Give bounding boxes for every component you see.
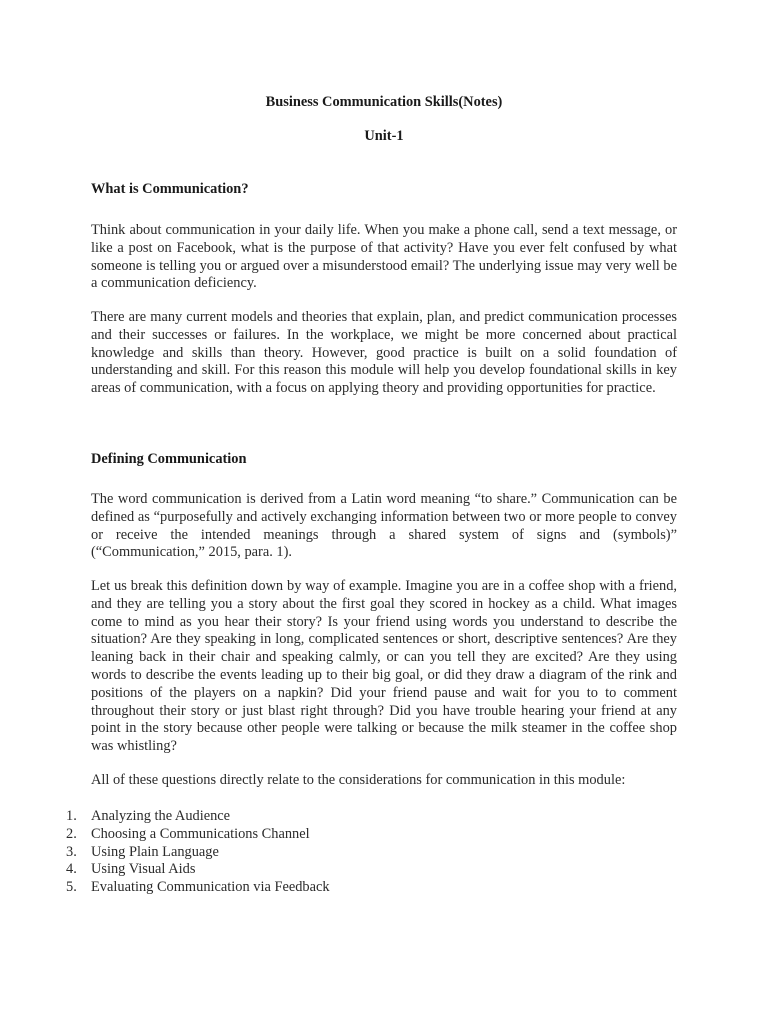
document-title: Business Communication Skills(Notes)	[265, 94, 503, 110]
paragraph-1: Think about communication in your daily life. When you make a phone call, send a text message, or like a post on Facebook, what is the purpose of that activity? Have you ever felt confused by what someone is telling you or argued over a misunderstood email? The underlying issue may very well be a communication deficiency.	[91, 222, 677, 292]
section-heading-what-is-communication: What is Communication?	[91, 181, 249, 197]
list-item-text: Evaluating Communication via Feedback	[91, 879, 330, 896]
paragraph-4: Let us break this definition down by way of example. Imagine you are in a coffee shop with a friend, and they are telling you a story about the first goal they scored in hockey as a child. What images come to mind as you hear their story? Is your friend using words you understand to describe the situation? Are they speaking in long, complicated sentences or short, descriptive sentences? Are they leaning back in their chair and speaking calmly, or can you tell they are excited? Are they using words to describe the events leading up to their big goal, or did they draw a diagram of the rink and positions of the players on a napkin? Did your friend pause and wait for you to to comment throughout their story or just blast right through? Did you have trouble hearing your friend at any point in the story because other people were talking or because the milk steamer in the coffee shop was whistling?	[91, 578, 677, 755]
list-number: 4.	[66, 861, 77, 878]
list-item-text: Choosing a Communications Channel	[91, 825, 310, 842]
list-item-text: Using Visual Aids	[91, 861, 196, 878]
paragraph-5: All of these questions directly relate to the considerations for communication in this module:	[91, 772, 626, 788]
list-number: 5.	[66, 879, 77, 896]
list-number: 3.	[66, 843, 77, 860]
paragraph-3: The word communication is derived from a Latin word meaning “to share.” Communication can be defined as “purposefully and actively exchanging information between two or more people to convey or receive the intended meanings through a shared system of signs and (symbols)” (“Communication,” 2015, para. 1).	[91, 491, 677, 561]
list-number: 2.	[66, 825, 77, 842]
list-number: 1.	[66, 808, 77, 824]
unit-title: Unit-1	[364, 128, 404, 144]
section-heading-defining-communication: Defining Communication	[91, 451, 247, 467]
list-item-text: Using Plain Language	[91, 843, 219, 860]
paragraph-2: There are many current models and theories that explain, plan, and predict communication processes and their successes or failures. In the workplace, we might be more concerned about practical knowledge and skills than theory. However, good practice is built on a solid foundation of understanding and skill. For this reason this module will help you develop foundational skills in key areas of communication, with a focus on applying theory and providing opportunities for practice.	[91, 309, 677, 397]
list-item-text: Analyzing the Audience	[91, 808, 231, 824]
